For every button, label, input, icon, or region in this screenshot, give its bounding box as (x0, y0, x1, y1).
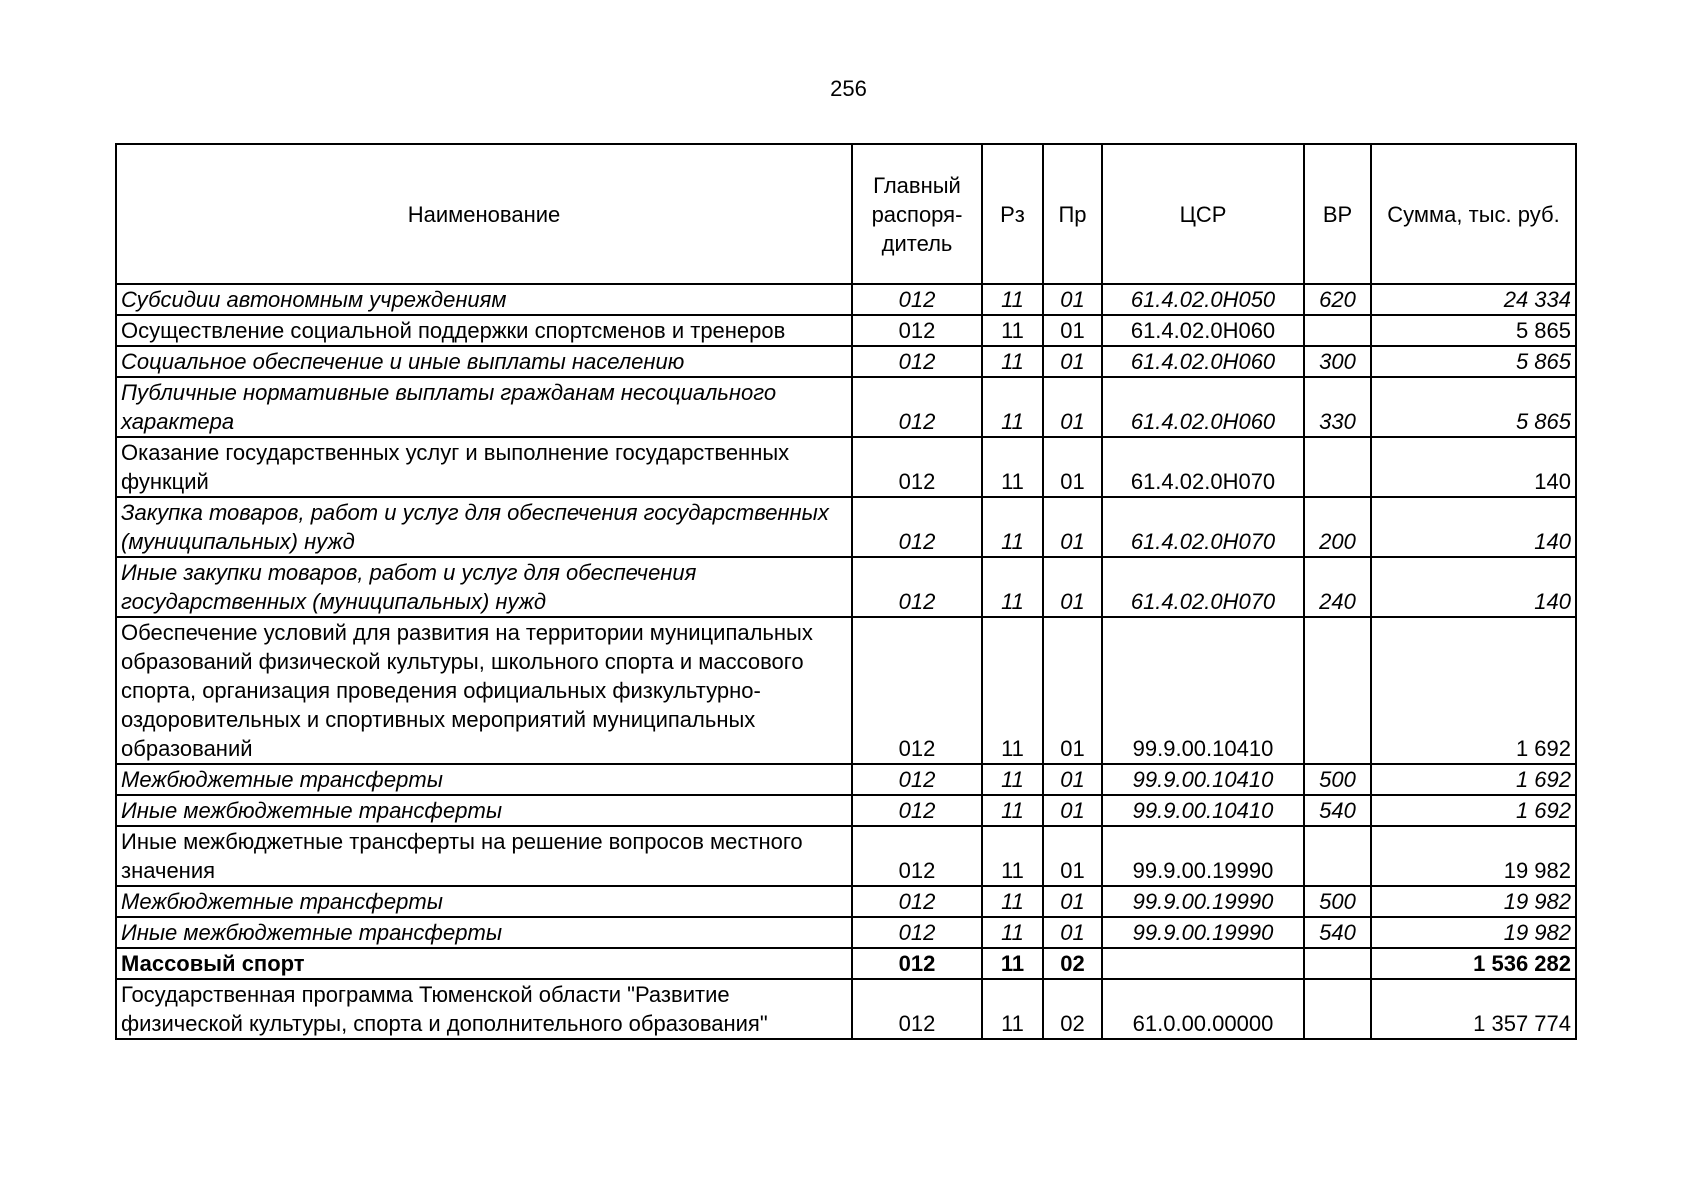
cell-pr: 01 (1043, 377, 1102, 437)
cell-vr (1304, 948, 1371, 979)
cell-gr: 012 (852, 437, 982, 497)
header-gr: Главный распоря-дитель (852, 144, 982, 284)
cell-rz: 11 (982, 284, 1043, 315)
cell-name: Оказание государственных услуг и выполнение государственных функций (116, 437, 852, 497)
header-vr: ВР (1304, 144, 1371, 284)
cell-csr: 61.4.02.0Н060 (1102, 315, 1304, 346)
cell-name: Межбюджетные трансферты (116, 886, 852, 917)
cell-csr: 99.9.00.19990 (1102, 826, 1304, 886)
header-name: Наименование (116, 144, 852, 284)
cell-gr: 012 (852, 557, 982, 617)
cell-gr: 012 (852, 795, 982, 826)
cell-sum: 1 357 774 (1371, 979, 1576, 1039)
cell-pr: 01 (1043, 795, 1102, 826)
cell-pr: 02 (1043, 979, 1102, 1039)
cell-rz: 11 (982, 315, 1043, 346)
cell-rz: 11 (982, 795, 1043, 826)
cell-sum: 1 692 (1371, 764, 1576, 795)
cell-vr: 200 (1304, 497, 1371, 557)
cell-gr: 012 (852, 284, 982, 315)
cell-rz: 11 (982, 764, 1043, 795)
cell-csr: 61.4.02.0Н060 (1102, 346, 1304, 377)
table-row (116, 948, 1576, 979)
cell-sum: 1 692 (1371, 795, 1576, 826)
cell-name: Государственная программа Тюменской области "Развитие физической культуры, спорта и дополнительного образования" (116, 979, 852, 1039)
cell-vr (1304, 315, 1371, 346)
cell-gr: 012 (852, 617, 982, 764)
cell-pr: 01 (1043, 886, 1102, 917)
cell-gr: 012 (852, 346, 982, 377)
cell-pr: 01 (1043, 764, 1102, 795)
cell-csr: 99.9.00.10410 (1102, 617, 1304, 764)
cell-rz: 11 (982, 917, 1043, 948)
cell-vr: 500 (1304, 764, 1371, 795)
cell-vr: 540 (1304, 795, 1371, 826)
cell-name: Межбюджетные трансферты (116, 764, 852, 795)
cell-vr: 620 (1304, 284, 1371, 315)
cell-pr: 01 (1043, 497, 1102, 557)
cell-gr: 012 (852, 497, 982, 557)
budget-table (115, 143, 1577, 1040)
cell-rz: 11 (982, 346, 1043, 377)
cell-vr: 500 (1304, 886, 1371, 917)
cell-csr (1102, 948, 1304, 979)
cell-vr: 330 (1304, 377, 1371, 437)
table-row (116, 979, 1576, 1039)
page-number: 256 (830, 76, 867, 101)
cell-vr: 540 (1304, 917, 1371, 948)
cell-rz: 11 (982, 948, 1043, 979)
cell-pr: 01 (1043, 557, 1102, 617)
cell-sum: 1 536 282 (1371, 948, 1576, 979)
cell-gr: 012 (852, 917, 982, 948)
cell-csr: 99.9.00.19990 (1102, 886, 1304, 917)
cell-pr: 01 (1043, 346, 1102, 377)
cell-rz: 11 (982, 497, 1043, 557)
cell-gr: 012 (852, 764, 982, 795)
table-row (116, 284, 1576, 315)
cell-csr: 61.4.02.0Н050 (1102, 284, 1304, 315)
cell-name: Иные закупки товаров, работ и услуг для обеспечения государственных (муниципальных) нужд (116, 557, 852, 617)
cell-vr: 300 (1304, 346, 1371, 377)
cell-name: Социальное обеспечение и иные выплаты населению (116, 346, 852, 377)
table-row (116, 377, 1576, 437)
cell-sum: 5 865 (1371, 377, 1576, 437)
cell-csr: 61.4.02.0Н060 (1102, 377, 1304, 437)
cell-gr: 012 (852, 826, 982, 886)
cell-name: Массовый спорт (116, 948, 852, 979)
table-row (116, 795, 1576, 826)
cell-csr: 99.9.00.19990 (1102, 917, 1304, 948)
header-rz: Рз (982, 144, 1043, 284)
table-row (116, 497, 1576, 557)
cell-csr: 61.4.02.0Н070 (1102, 497, 1304, 557)
table-row (116, 764, 1576, 795)
cell-pr: 01 (1043, 315, 1102, 346)
cell-vr (1304, 826, 1371, 886)
cell-rz: 11 (982, 617, 1043, 764)
cell-pr: 01 (1043, 284, 1102, 315)
cell-name: Иные межбюджетные трансферты (116, 917, 852, 948)
cell-gr: 012 (852, 886, 982, 917)
cell-name: Осуществление социальной поддержки спортсменов и тренеров (116, 315, 852, 346)
cell-sum: 5 865 (1371, 346, 1576, 377)
cell-rz: 11 (982, 979, 1043, 1039)
cell-rz: 11 (982, 377, 1043, 437)
cell-sum: 140 (1371, 557, 1576, 617)
cell-csr: 61.0.00.00000 (1102, 979, 1304, 1039)
cell-sum: 19 982 (1371, 826, 1576, 886)
table-row (116, 346, 1576, 377)
table-row (116, 557, 1576, 617)
cell-pr: 01 (1043, 617, 1102, 764)
cell-pr: 02 (1043, 948, 1102, 979)
cell-name: Обеспечение условий для развития на территории муниципальных образований физической культуры, школьного спорта и массового спорта, организация проведения официальных физкультурно-оздоровительных и спортивных мероприятий муниципальных образований (116, 617, 852, 764)
table-header-row (116, 144, 1576, 284)
cell-sum: 24 334 (1371, 284, 1576, 315)
table-body (116, 284, 1576, 1039)
table-row (116, 917, 1576, 948)
cell-rz: 11 (982, 437, 1043, 497)
cell-vr (1304, 979, 1371, 1039)
table-row (116, 437, 1576, 497)
cell-gr: 012 (852, 315, 982, 346)
cell-gr: 012 (852, 948, 982, 979)
header-csr: ЦСР (1102, 144, 1304, 284)
table-row (116, 617, 1576, 764)
cell-csr: 61.4.02.0Н070 (1102, 437, 1304, 497)
cell-name: Иные межбюджетные трансферты на решение вопросов местного значения (116, 826, 852, 886)
cell-name: Закупка товаров, работ и услуг для обеспечения государственных (муниципальных) нужд (116, 497, 852, 557)
cell-rz: 11 (982, 886, 1043, 917)
cell-sum: 1 692 (1371, 617, 1576, 764)
cell-name: Публичные нормативные выплаты гражданам несоциального характера (116, 377, 852, 437)
cell-csr: 99.9.00.10410 (1102, 764, 1304, 795)
cell-vr (1304, 437, 1371, 497)
cell-sum: 5 865 (1371, 315, 1576, 346)
cell-rz: 11 (982, 557, 1043, 617)
header-sum: Сумма, тыс. руб. (1371, 144, 1576, 284)
cell-sum: 19 982 (1371, 886, 1576, 917)
cell-csr: 99.9.00.10410 (1102, 795, 1304, 826)
cell-sum: 140 (1371, 437, 1576, 497)
cell-sum: 140 (1371, 497, 1576, 557)
table-row (116, 886, 1576, 917)
cell-pr: 01 (1043, 437, 1102, 497)
cell-csr: 61.4.02.0Н070 (1102, 557, 1304, 617)
cell-rz: 11 (982, 826, 1043, 886)
table-row (116, 826, 1576, 886)
cell-gr: 012 (852, 979, 982, 1039)
cell-name: Субсидии автономным учреждениям (116, 284, 852, 315)
cell-name: Иные межбюджетные трансферты (116, 795, 852, 826)
cell-pr: 01 (1043, 917, 1102, 948)
cell-gr: 012 (852, 377, 982, 437)
cell-vr (1304, 617, 1371, 764)
cell-vr: 240 (1304, 557, 1371, 617)
header-pr: Пр (1043, 144, 1102, 284)
cell-pr: 01 (1043, 826, 1102, 886)
cell-sum: 19 982 (1371, 917, 1576, 948)
table-row (116, 315, 1576, 346)
